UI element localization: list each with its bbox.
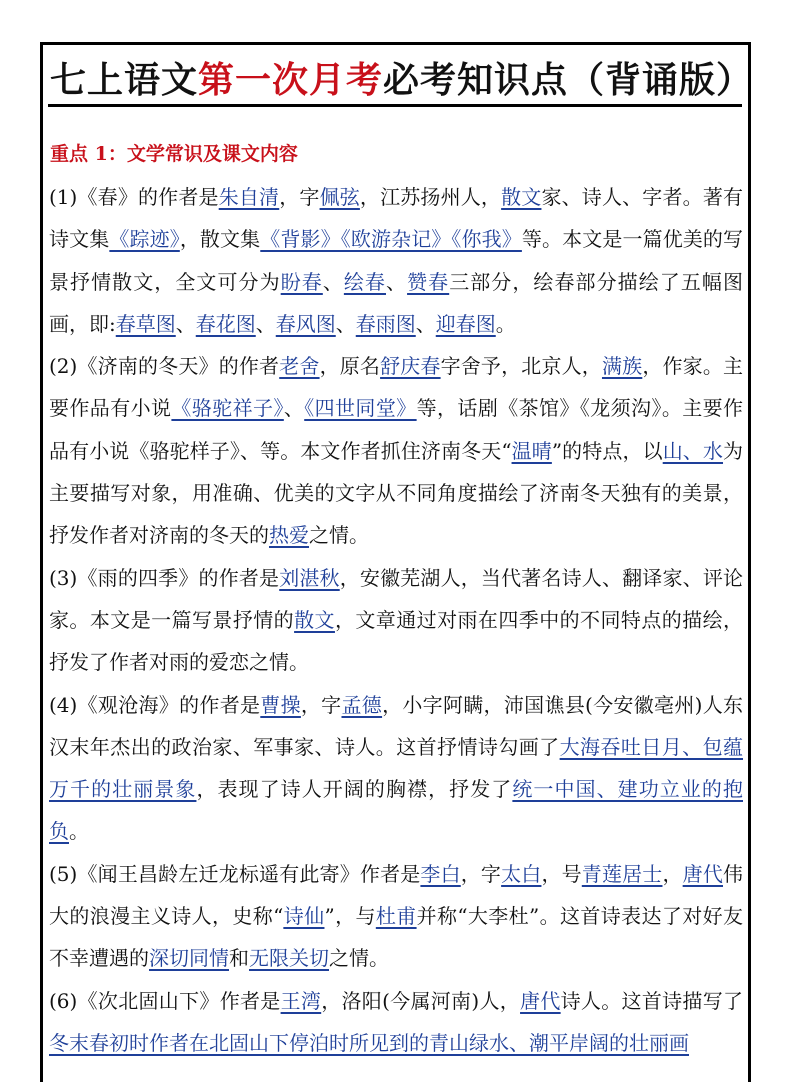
paragraph-text: ，表现了诗人开阔的胸襟，抒发了 <box>196 777 513 802</box>
paragraph-text: 之情。 <box>329 946 389 971</box>
key-term: 孟德 <box>341 692 383 717</box>
paragraph-text: ，安徽芜湖人，当代著名诗人、翻译家、评论家。本文是一篇写景抒情的 <box>49 565 743 632</box>
paragraph-text: ，原名 <box>319 354 381 379</box>
paragraph-text: 字舍予，北京人， <box>440 354 602 379</box>
key-term: 散文 <box>294 607 335 632</box>
key-term: 诗仙 <box>283 904 325 929</box>
key-term: 青莲居士 <box>581 861 663 886</box>
paragraph-text: 、 <box>415 311 436 336</box>
key-term: 绘春 <box>343 269 386 294</box>
paragraph-text: (5)《闻王昌龄左迁龙标遥有此寄》作者是 <box>49 861 421 886</box>
section-heading: 重点 1：文学常识及课文内容 <box>50 143 298 165</box>
paragraph-text: 。 <box>69 819 89 844</box>
paragraph-text: 、 <box>175 311 196 336</box>
key-term: 唐代 <box>682 861 723 886</box>
key-term: 《背影》《欧游杂记》《你我》 <box>260 227 522 252</box>
key-term: 热爱 <box>269 523 309 548</box>
key-term: 无限关切 <box>249 946 329 971</box>
key-term: 大海吞吐日月、包蕴万千的壮丽景象 <box>49 734 744 802</box>
key-term: 盼春 <box>280 269 323 294</box>
key-term: 老舍 <box>279 354 320 379</box>
paragraph-text: 并称“大李杜”。这首诗表达了对好友不幸遭遇的 <box>49 904 744 971</box>
key-term: 深切同情 <box>149 946 229 971</box>
key-term: 舒庆春 <box>380 354 441 379</box>
paragraph-text: 伟大的浪漫主义诗人，史称“ <box>49 861 743 929</box>
key-term: 李白 <box>420 861 461 886</box>
key-term: 赞春 <box>407 269 450 294</box>
paragraph <box>49 176 743 345</box>
key-term: 佩弦 <box>319 185 360 209</box>
title-part-1: 七上语文 <box>50 59 199 101</box>
paragraph-text: 之情。 <box>309 523 369 548</box>
paragraph-text: 和 <box>229 946 249 971</box>
paragraph-text: (3)《雨的四季》的作者是 <box>49 565 280 590</box>
key-term: 迎春图 <box>435 311 496 336</box>
key-term: 唐代 <box>520 988 561 1013</box>
paragraph-text: ，作家。主要作品有小说 <box>49 354 743 421</box>
key-term: 冬末春初时作者在北固山下停泊时所见到的青山绿水、潮平岸阔的壮丽画 <box>49 1030 689 1055</box>
paragraph-text: (2)《济南的冬天》的作者 <box>49 354 280 379</box>
key-term: 散文 <box>501 185 542 209</box>
key-term: 满族 <box>601 354 643 379</box>
key-term: 刘湛秋 <box>279 565 340 590</box>
document-body <box>49 176 743 1064</box>
key-term: 杜甫 <box>375 904 417 929</box>
paragraph-text: 、 <box>335 311 356 336</box>
paragraph-text: 、 <box>283 396 305 421</box>
paragraph-text: (4)《观沧海》的作者是 <box>49 692 261 717</box>
page-title <box>50 58 754 102</box>
paragraph-text: ， <box>662 861 683 886</box>
paragraph <box>49 980 743 1065</box>
paragraph-text: ”的特点，以 <box>551 438 663 463</box>
key-term: 春雨图 <box>355 311 416 336</box>
paragraph-text: 、 <box>322 269 344 294</box>
key-term: 春风图 <box>275 311 336 336</box>
paragraph-text: ，号 <box>541 861 582 886</box>
key-term: 春花图 <box>195 311 256 336</box>
paragraph <box>49 345 743 556</box>
paragraph-text: 诗人。这首诗描写了 <box>560 988 744 1013</box>
paragraph-text: 等，话剧《茶馆》《龙须沟》。主要作品有小说《骆驼样子》、等。本文作者抓住济南冬天“ <box>49 396 744 463</box>
key-term: 太白 <box>501 861 542 886</box>
paragraph-text: 三部分，绘春部分描绘了五幅图画，即: <box>49 269 743 336</box>
key-term: 《骆驼祥子》 <box>171 396 284 421</box>
key-term: 温晴 <box>511 438 552 463</box>
title-part-3: 必考知识点（背诵版） <box>383 59 754 101</box>
paragraph-text: ，字 <box>460 861 502 886</box>
key-term: 春草图 <box>115 311 176 336</box>
paragraph <box>49 853 743 980</box>
paragraph <box>49 684 743 853</box>
paragraph-text: ”，与 <box>324 904 376 929</box>
paragraph-text: 家、诗人、字者。著有诗文集 <box>49 185 743 252</box>
paragraph-text: ，洛阳(今属河南)人， <box>321 988 521 1013</box>
key-term: 山、水 <box>662 438 724 463</box>
title-highlight: 第一次月考 <box>198 59 384 101</box>
paragraph-text: ，字 <box>300 692 342 717</box>
paragraph-text: (6)《次北固山下》作者是 <box>49 988 281 1013</box>
paragraph-text: 、 <box>386 269 408 294</box>
paragraph-text: 、 <box>255 311 276 336</box>
paragraph-text: 。 <box>495 311 516 336</box>
paragraph-text: ，散文集 <box>179 227 261 252</box>
paragraph <box>49 557 743 684</box>
key-term: 《踪迹》 <box>109 227 180 252</box>
key-term: 《四世同堂》 <box>304 396 417 421</box>
paragraph-text: 为主要描写对象，用准确、优美的文字从不同角度描绘了济南冬天独有的美景，抒发作者对济南的冬天的 <box>49 438 744 548</box>
paragraph-text: 等。本文是一篇优美的写景抒情散文，全文可分为 <box>49 227 744 294</box>
paragraph-text: ，江苏扬州人， <box>359 185 502 209</box>
key-term: 朱自清 <box>218 185 280 209</box>
key-term: 统一中国、建功立业的抱负 <box>49 777 743 844</box>
key-term: 王湾 <box>280 988 322 1013</box>
key-term: 曹操 <box>260 692 301 717</box>
paragraph-text: ，文章通过对雨在四季中的不同特点的描绘，抒发了作者对雨的爱恋之情。 <box>49 607 744 675</box>
paragraph-text: (1)《春》的作者是 <box>49 185 219 209</box>
paragraph-text: ，字 <box>279 185 320 209</box>
title-underline <box>48 104 742 107</box>
paragraph-text: ，小字阿瞒，沛国谯县(今安徽亳州)人东汉末年杰出的政治家、军事家、诗人。这首抒情诗勾画了 <box>49 692 744 759</box>
